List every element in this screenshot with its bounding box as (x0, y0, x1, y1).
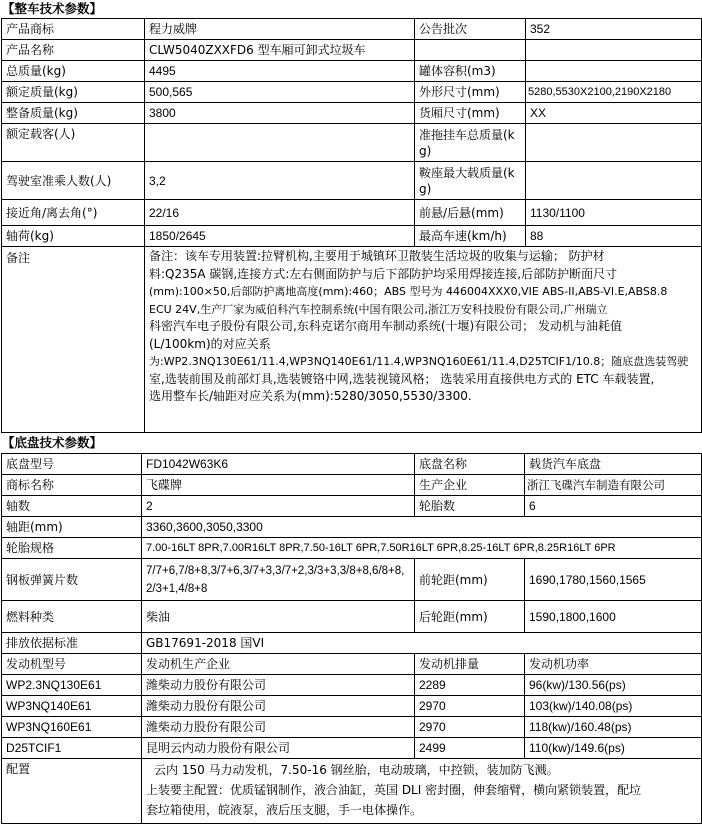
engine-displacement: 2970 (415, 696, 525, 717)
value-trailer-mass (526, 124, 702, 162)
label-rated-passengers: 额定载客(人) (2, 124, 145, 162)
value-tire-spec: 7.00-16LT 8PR,7.00R16LT 8PR,7.50-16LT 6PR,7.50R16LT 6PR,8.25-16LT 6PR,8.25R16LT 6PR (142, 538, 702, 559)
label-batch: 公告批次 (415, 19, 526, 40)
remarks-line: 为:WP2.3NQ130E61/11.4,WP3NQ140E61/11.4,WP3NQ160E61/11.4,D25TCIF1/10.8；随底盘选装驾驶 (149, 355, 689, 368)
label-chassis-brand: 商标名称 (2, 475, 142, 496)
engine-displacement: 2499 (415, 738, 525, 759)
value-product-name: CLW5040ZXXFD6 型车厢可卸式垃圾车 (145, 40, 415, 61)
label-max-speed: 最高车速(km/h) (415, 226, 526, 247)
label-springs: 钢板弹簧片数 (2, 559, 142, 601)
table-row (2, 19, 702, 40)
value-chassis-name: 载货汽车底盘 (525, 454, 702, 475)
label-chassis-model: 底盘型号 (2, 454, 142, 475)
label-cab-seats: 驾驶室准乘人数(人) (2, 162, 145, 200)
table-row (2, 162, 702, 200)
header-engine-power: 发动机功率 (525, 654, 702, 675)
label-rated-mass: 额定质量(kg) (2, 82, 145, 103)
table-row (2, 226, 702, 247)
value-rated-passengers (145, 124, 415, 162)
label-product-name: 产品名称 (2, 40, 145, 61)
config-line: 套垃箱使用，皖液泵，液后压支腿，手一电体操作。 (146, 803, 423, 817)
label-dimensions: 外形尺寸(mm) (415, 82, 526, 103)
value-emission: GB17691-2018 国VI (142, 633, 702, 654)
value-chassis-brand: 飞碟牌 (142, 475, 415, 496)
label-tire-count: 轮胎数 (415, 496, 525, 517)
label-cargo-dims: 货厢尺寸(mm) (415, 103, 526, 124)
table-row (2, 696, 702, 717)
table-row (2, 61, 702, 82)
empty-cell (415, 40, 526, 61)
value-axles: 2 (142, 496, 415, 517)
header-engine-maker: 发动机生产企业 (142, 654, 415, 675)
table-row (2, 475, 702, 496)
engine-maker: 潍柴动力股份有限公司 (142, 717, 415, 738)
remarks-line: (L/100km)的对应关系 (149, 336, 271, 351)
label-angles: 接近角/离去角(°) (2, 200, 145, 226)
springs-line: 2/3+1,4/8+8 (146, 582, 208, 595)
table-row (2, 517, 702, 538)
value-angles: 22/16 (145, 200, 415, 226)
value-cab-seats: 3,2 (145, 162, 415, 200)
engine-maker: 潍柴动力股份有限公司 (142, 675, 415, 696)
value-tank-volume (526, 61, 702, 82)
label-remarks: 备注 (2, 247, 145, 433)
label-trailer-mass: 准拖挂车总质量(kg) (415, 124, 526, 162)
engine-power: 110(kw)/149.6(ps) (525, 738, 702, 759)
value-brand: 程力威牌 (145, 19, 415, 40)
empty-cell (526, 40, 702, 61)
value-front-track: 1690,1780,1560,1565 (525, 559, 702, 601)
label-fuel: 燃料种类 (2, 601, 142, 633)
value-chassis-maker: 浙江飞碟汽车制造有限公司 (525, 475, 702, 496)
table-row (2, 717, 702, 738)
table-row (2, 496, 702, 517)
engine-power: 103(kw)/140.08(ps) (525, 696, 702, 717)
table-row (2, 759, 702, 824)
remarks-line: 选用整车长/轴距对应关系为(mm):5280/3050,5530/3300. (149, 389, 472, 403)
engine-displacement: 2289 (415, 675, 525, 696)
table-row (2, 559, 702, 601)
remarks-line: 室,选装前围及前部灯具,选装镀铬中网,选装视镜风格； 选装采用直接供电方式的 ETC 车载装置, (149, 371, 655, 386)
engine-maker: 潍柴动力股份有限公司 (142, 696, 415, 717)
table-row (2, 538, 702, 559)
section-title-vehicle: 【整车技术参数】 (2, 1, 103, 16)
label-brand: 产品商标 (2, 19, 145, 40)
label-saddle-mass: 鞍座最大载质量(kg) (415, 162, 526, 200)
engine-model: WP2.3NQ130E61 (2, 675, 142, 696)
table-row (2, 247, 702, 433)
table-row (2, 200, 702, 226)
config-line: 上装要主配置：优质锰钢制作，液合油缸，英国 DLI 密封圈，伸套缩臂，横向紧锁装置，配垃 (146, 783, 642, 797)
engine-model: WP3NQ160E61 (2, 717, 142, 738)
value-cargo-dims: XX (526, 103, 702, 124)
label-rear-track: 后轮距(mm) (415, 601, 525, 633)
remarks-text (145, 247, 702, 433)
value-chassis-model: FD1042W63K6 (142, 454, 415, 475)
label-overhang: 前悬/后悬(mm) (415, 200, 526, 226)
value-tire-count: 6 (525, 496, 702, 517)
value-saddle-mass (526, 162, 702, 200)
value-springs (142, 559, 415, 601)
label-chassis-name: 底盘名称 (415, 454, 525, 475)
engine-model: D25TCIF1 (2, 738, 142, 759)
value-wheelbase: 3360,3600,3050,3300 (142, 517, 702, 538)
engine-model: WP3NQ140E61 (2, 696, 142, 717)
section-title-chassis: 【底盘技术参数】 (2, 435, 103, 450)
config-line: 云内 150 马力动发机，7.50-16 钢丝胎，电动玻璃，中控锁，装加防飞溅。 (154, 763, 559, 777)
label-axle-load: 轴荷(kg) (2, 226, 145, 247)
label-tank-volume: 罐体容积(m3) (415, 61, 526, 82)
value-max-speed: 88 (526, 226, 702, 247)
label-front-track: 前轮距(mm) (415, 559, 525, 601)
value-axle-load: 1850/2645 (145, 226, 415, 247)
label-axles: 轴数 (2, 496, 142, 517)
table-row (2, 633, 702, 654)
vehicle-params-table (1, 18, 702, 433)
remarks-line: 料:Q235A 碳钢,连接方式:左右侧面防护与后下部防护均采用焊接连接,后部防护断面尺寸 (149, 266, 618, 281)
table-row (2, 601, 702, 633)
value-dimensions: 5280,5530X2100,2190X2180 (526, 82, 702, 103)
label-gross-mass: 总质量(kg) (2, 61, 145, 82)
value-rear-track: 1590,1800,1600 (525, 601, 702, 633)
value-batch: 352 (526, 19, 702, 40)
remarks-line: 备注：该车专用装置:拉臂机构,主要用于城镇环卫散装生活垃圾的收集与运输； 防护材 (149, 249, 605, 263)
engine-displacement: 2970 (415, 717, 525, 738)
remarks-line: 科密汽车电子股份有限公司,东科克诺尔商用车制动系统(十堰)有限公司； 发动机与油耗值 (149, 319, 622, 333)
table-row (2, 82, 702, 103)
label-chassis-maker: 生产企业 (415, 475, 525, 496)
table-row (2, 675, 702, 696)
table-row (2, 40, 702, 61)
table-row (2, 454, 702, 475)
remarks-line: ECU 24V,生产厂家为威伯科汽车控制系统(中国有限公司,浙江万安科技股份有限公司,广州瑞立 (149, 302, 608, 316)
engine-power: 118(kw)/160.48(ps) (525, 717, 702, 738)
header-engine-displacement: 发动机排量 (415, 654, 525, 675)
value-curb-mass: 3800 (145, 103, 415, 124)
label-curb-mass: 整备质量(kg) (2, 103, 145, 124)
label-config: 配置 (2, 759, 142, 824)
header-engine-model: 发动机型号 (2, 654, 142, 675)
remarks-line: (mm):100×50,后部防护离地高度(mm):460；ABS 型号为 446004XXX0,VIE ABS-II,ABS-VI.E,ABS8.8 (149, 285, 668, 298)
table-row (2, 103, 702, 124)
value-overhang: 1130/1100 (526, 200, 702, 226)
table-row (2, 654, 702, 675)
table-row (2, 124, 702, 162)
label-tire-spec: 轮胎规格 (2, 538, 142, 559)
table-row (2, 738, 702, 759)
springs-line: 7/7+6,7/8+8,3/7+6,3/7+3,3/7+2,3/3+3,3/8+8,6/8+8, (146, 564, 405, 577)
config-text (142, 759, 702, 824)
engine-power: 96(kw)/130.56(ps) (525, 675, 702, 696)
chassis-params-table (1, 453, 702, 824)
value-fuel: 柴油 (142, 601, 415, 633)
value-rated-mass: 500,565 (145, 82, 415, 103)
engine-maker: 昆明云内动力股份有限公司 (142, 738, 415, 759)
label-wheelbase: 轴距(mm) (2, 517, 142, 538)
value-gross-mass: 4495 (145, 61, 415, 82)
label-emission: 排放依据标准 (2, 633, 142, 654)
